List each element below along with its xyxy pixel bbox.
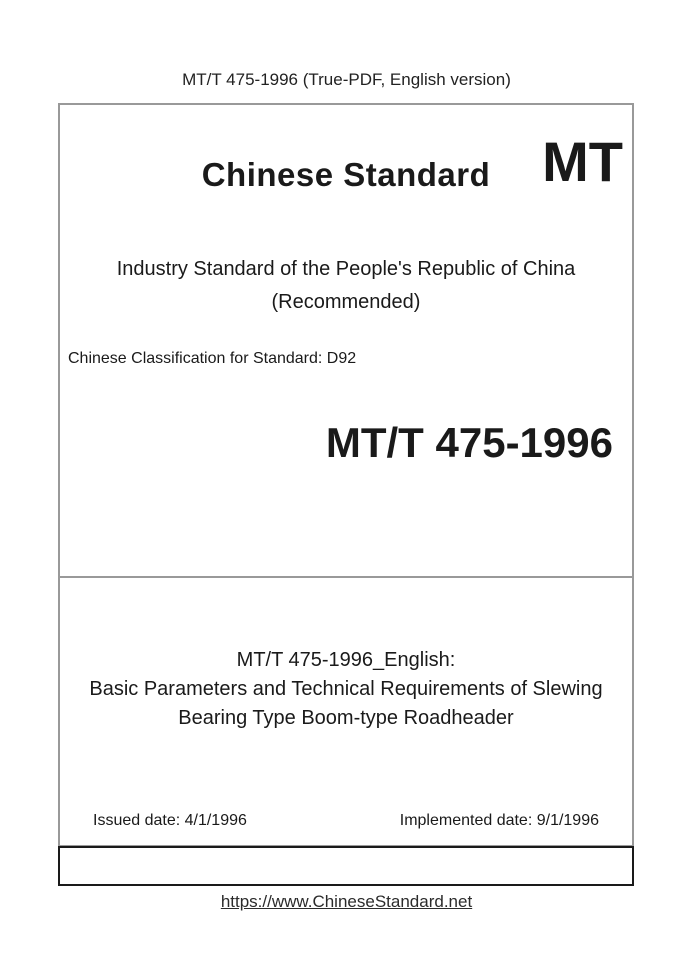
- cover-frame: [58, 103, 634, 847]
- header-note: MT/T 475-1996 (True-PDF, English version): [182, 70, 511, 89]
- org-line-1: Industry Standard of the People's Republic of China: [116, 258, 576, 280]
- brand-title: Chinese Standard: [201, 156, 491, 193]
- doc-title-line-3: Bearing Type Boom-type Roadheader: [178, 707, 514, 729]
- doc-title-line-1: MT/T 475-1996_English:: [236, 649, 456, 671]
- doc-title: [70, 646, 622, 733]
- issued-date: Issued date: 4/1/1996: [93, 812, 247, 829]
- dates-row: [93, 810, 599, 832]
- classification-line: Chinese Classification for Standard: D92: [68, 350, 357, 367]
- bottom-strip-box: [58, 846, 634, 886]
- org-line-2: (Recommended): [271, 291, 421, 313]
- doc-title-line-2: Basic Parameters and Technical Requirements of Slewing: [89, 678, 603, 700]
- footer-link[interactable]: https://www.ChineseStandard.net: [220, 892, 473, 911]
- implemented-date: Implemented date: 9/1/1996: [399, 812, 599, 829]
- standard-number: MT/T 475-1996: [325, 419, 613, 466]
- section-divider: [60, 576, 632, 578]
- brand-code: MT: [542, 130, 623, 193]
- footer: [0, 891, 693, 913]
